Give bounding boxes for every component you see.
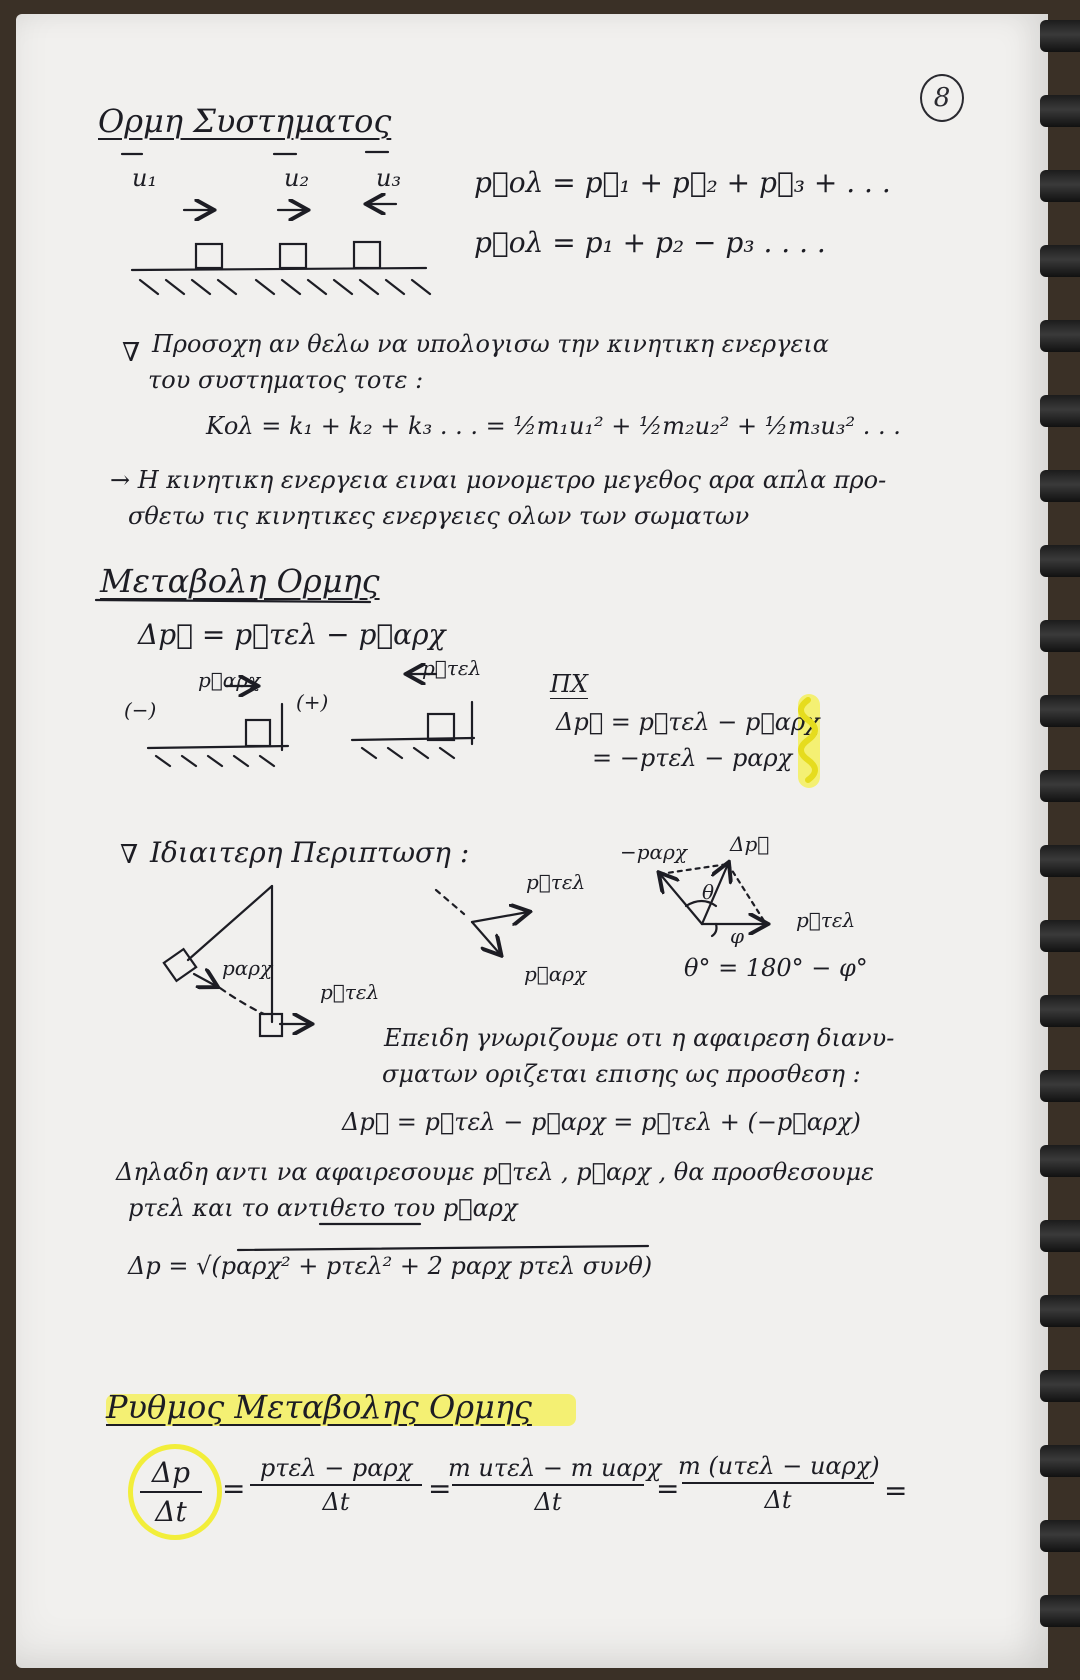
vector-text-line1: Επειδη γνωριζουμε οτι η αφαιρεση διανυ- bbox=[384, 1024, 895, 1052]
explanation-line1: Δηλαδη αντι να αφαιρεσουμε p⃗τελ , p⃗αρχ , θα προσθεσουμε bbox=[116, 1158, 875, 1186]
spiral-coil bbox=[1040, 770, 1080, 802]
label-delta-p: Δp⃗ bbox=[730, 832, 770, 856]
notebook-page bbox=[16, 14, 1048, 1668]
eq-sign-1: = bbox=[222, 1472, 246, 1505]
magnitude-eq: Δp = √(pαρχ² + pτελ² + 2 pαρχ pτελ συνθ) bbox=[128, 1252, 653, 1280]
spiral-coil bbox=[1040, 245, 1080, 277]
kinetic-note-line2: του συστηματος τοτε : bbox=[148, 366, 424, 394]
three-blocks-ground bbox=[132, 242, 430, 294]
velocity-label-1: u₁ bbox=[132, 164, 158, 192]
attention-mark-2: ∇ bbox=[120, 840, 139, 870]
vector-pair-diagram bbox=[436, 890, 528, 954]
momentum-sum-eq: p⃗ολ = p⃗₁ + p⃗₂ + p⃗₃ + . . . bbox=[474, 166, 891, 199]
section-title-rate-of-change: Ρυθμος Μεταβολης Ορμης bbox=[106, 1388, 532, 1426]
section-title-system-momentum: Ορμη Συστηματος bbox=[98, 102, 392, 140]
attention-mark: ∇ bbox=[122, 338, 141, 368]
velocity-label-3: u₃ bbox=[376, 164, 402, 192]
spiral-coil bbox=[1040, 920, 1080, 952]
label-p-final-triangle: p⃗τελ bbox=[796, 908, 856, 932]
spiral-coil bbox=[1040, 95, 1080, 127]
vector-subtraction-eq: Δp⃗ = p⃗τελ − p⃗αρχ = p⃗τελ + (−p⃗αρχ) bbox=[342, 1108, 861, 1136]
squiggle-mark bbox=[801, 700, 815, 780]
f1-numerator: pτελ − pαρχ bbox=[259, 1454, 413, 1482]
label-p-initial-diagram: pαρχ bbox=[222, 956, 273, 980]
label-p-final-vec: p⃗τελ bbox=[526, 870, 586, 894]
sign-negative: (−) bbox=[124, 698, 157, 722]
label-phi: φ bbox=[730, 924, 745, 948]
notebook-spiral-binding bbox=[1032, 0, 1080, 1680]
section2-underline bbox=[96, 600, 370, 602]
label-p-final: p⃗τελ bbox=[422, 656, 482, 680]
spiral-coil bbox=[1040, 320, 1080, 352]
wall-collision-diagram bbox=[148, 674, 474, 766]
spiral-coil bbox=[1040, 995, 1080, 1027]
spiral-coil bbox=[1040, 470, 1080, 502]
f3-numerator: m (uτελ − uαρχ) bbox=[678, 1452, 880, 1480]
f2-denominator: Δt bbox=[534, 1488, 562, 1516]
pi-x-eq2: = −pτελ − pαρχ bbox=[592, 744, 793, 772]
sign-positive: (+) bbox=[296, 690, 329, 714]
lhs-denominator: Δt bbox=[155, 1495, 187, 1528]
pi-x-label: ΠΧ bbox=[550, 670, 589, 698]
pi-x-eq1: Δp⃗ = p⃗τελ − p⃗αρχ bbox=[556, 708, 820, 736]
vector-triangle-diagram bbox=[660, 864, 766, 936]
vector-text-line2: σματων οριζεται επισης ως προσθεση : bbox=[382, 1060, 861, 1088]
spiral-coil bbox=[1040, 1445, 1080, 1477]
sketch-diagrams bbox=[16, 14, 1048, 1668]
scalar-remark-line2: σθετω τις κινητικες ενεργειες ολων των σωματων bbox=[128, 502, 750, 530]
spiral-coil bbox=[1040, 1220, 1080, 1252]
spiral-coil bbox=[1040, 1295, 1080, 1327]
velocity-arrows bbox=[122, 152, 396, 210]
label-p-initial-vec: p⃗αρχ bbox=[524, 962, 587, 986]
spiral-coil bbox=[1040, 1595, 1080, 1627]
spiral-coil bbox=[1040, 620, 1080, 652]
angle-relation-eq: θ° = 180° − φ° bbox=[684, 954, 868, 982]
sqrt-overbar bbox=[238, 1246, 648, 1250]
label-p-final-diagram: p⃗τελ bbox=[320, 980, 380, 1004]
momentum-change-eq: Δp⃗ = p⃗τελ − p⃗αρχ bbox=[138, 618, 446, 651]
spiral-coil bbox=[1040, 1370, 1080, 1402]
label-minus-p-initial: −pαρχ bbox=[620, 840, 687, 864]
kinetic-energy-eq: Kολ = k₁ + k₂ + k₃ . . . = ½m₁u₁² + ½m₂u₂² + ½m₃u₃² . . . bbox=[206, 412, 901, 440]
spiral-coil bbox=[1040, 395, 1080, 427]
eq-sign-3: = bbox=[656, 1472, 680, 1505]
spiral-coil bbox=[1040, 1145, 1080, 1177]
f3-denominator: Δt bbox=[764, 1486, 792, 1514]
lhs-numerator: Δp bbox=[151, 1456, 191, 1489]
spiral-coil bbox=[1040, 695, 1080, 727]
page-number: 8 bbox=[933, 83, 951, 113]
eq-sign-2: = bbox=[428, 1472, 452, 1505]
spiral-coil bbox=[1040, 170, 1080, 202]
pendulum-diagram bbox=[164, 886, 310, 1036]
label-p-initial: p⃗αρχ bbox=[198, 668, 261, 692]
spiral-coil bbox=[1040, 1070, 1080, 1102]
spiral-coil bbox=[1040, 20, 1080, 52]
f1-denominator: Δt bbox=[322, 1488, 350, 1516]
section-title-momentum-change: Μεταβολη Ορμης bbox=[100, 562, 380, 600]
spiral-coil bbox=[1040, 545, 1080, 577]
spiral-coil bbox=[1040, 1520, 1080, 1552]
label-theta: θ bbox=[702, 880, 715, 904]
special-case-title: Ιδιαιτερη Περιπτωση : bbox=[150, 836, 470, 869]
explanation-line2: pτελ και το αντιθετο του p⃗αρχ bbox=[128, 1194, 518, 1222]
scalar-remark-line1: → Η κινητικη ενεργεια ειναι μονομετρο μεγεθος αρα απλα προ- bbox=[110, 466, 887, 494]
trailing-eq-sign: = bbox=[884, 1474, 908, 1507]
momentum-scalar-eq: p⃗ολ = p₁ + p₂ − p₃ . . . . bbox=[474, 226, 826, 259]
velocity-label-2: u₂ bbox=[284, 164, 310, 192]
f2-numerator: m uτελ − m uαρχ bbox=[448, 1454, 662, 1482]
spiral-coil bbox=[1040, 845, 1080, 877]
kinetic-note-line1: Προσοχη αν θελω να υπολογισω την κινητικη ενεργεια bbox=[152, 330, 829, 358]
